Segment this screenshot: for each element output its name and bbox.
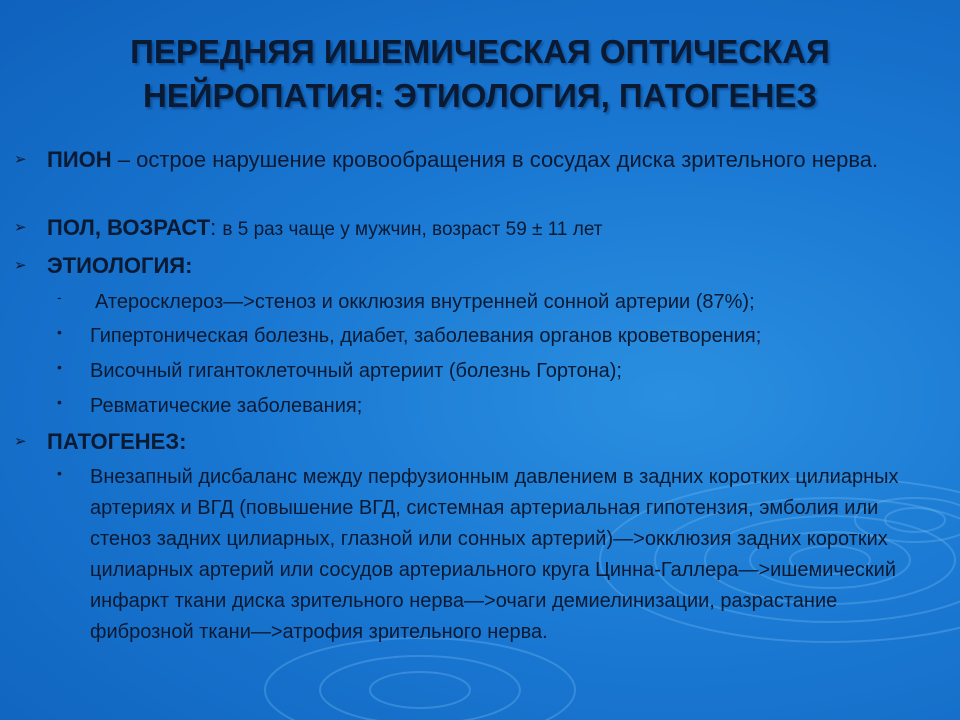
term-label: ПИОН (47, 147, 112, 172)
list-item-text (47, 426, 927, 457)
term-definition: в 5 раз чаще у мужчин, возраст 59 ± 11 лет (222, 219, 603, 240)
slide-title (40, 30, 920, 118)
list-item-text (47, 212, 927, 245)
sub-item-text: Височный гигантоклеточный артериит (болезнь Гортона); (90, 360, 622, 382)
sub-item-text: Внезапный дисбаланс между перфузионным давлением в задних коротких цилиарных артериях и ВГД (повышение ВГД, системная артериальная гипотензия, эмболия или стеноз задних цилиарных, глазной или сонных артерий)—>окклюзия задних коротких цилиарных артерий или сосудов артериального круга Цинна-Галлера—>ишемический инфаркт ткани диска зрительного нерва—>очаги демиелинизации, разрастание фиброзной ткани—>атрофия зрительного нерва. (90, 466, 899, 643)
dot-bullet-icon: • (57, 465, 62, 481)
term-separator: : (210, 215, 223, 240)
sub-item-text: Ревматические заболевания; (90, 395, 363, 417)
list-item-text (47, 250, 927, 281)
sub-item-text: Гипертоническая болезнь, диабет, заболевания органов кроветворения; (90, 325, 762, 347)
dot-bullet-icon: • (57, 324, 62, 340)
term-definition: острое нарушение кровообращения в сосудах диска зрительного нерва. (136, 147, 879, 172)
arrow-bullet-icon: ➢ (14, 257, 27, 274)
title-line-2: НЕЙРОПАТИЯ: ЭТИОЛОГИЯ, ПАТОГЕНЕЗ (142, 77, 818, 114)
dot-bullet-icon: • (57, 359, 62, 375)
list-item-text (47, 144, 927, 175)
section-heading-etiology: ЭТИОЛОГИЯ: (47, 253, 193, 278)
dot-bullet-icon: • (57, 394, 62, 410)
sub-item-text: Атеросклероз—>стеноз и окклюзия внутренней сонной артерии (87%); (95, 291, 755, 313)
term-separator: – (111, 147, 137, 172)
arrow-bullet-icon: ➢ (14, 219, 27, 236)
term-label: ПОЛ, ВОЗРАСТ (47, 215, 211, 240)
section-heading-pathogenesis: ПАТОГЕНЕЗ: (47, 429, 187, 454)
arrow-bullet-icon: ➢ (14, 151, 27, 168)
title-line-1: ПЕРЕДНЯЯ ИШЕМИЧЕСКАЯ ОПТИЧЕСКАЯ (130, 33, 830, 70)
dash-bullet-icon: - (57, 289, 62, 305)
arrow-bullet-icon: ➢ (14, 433, 27, 450)
